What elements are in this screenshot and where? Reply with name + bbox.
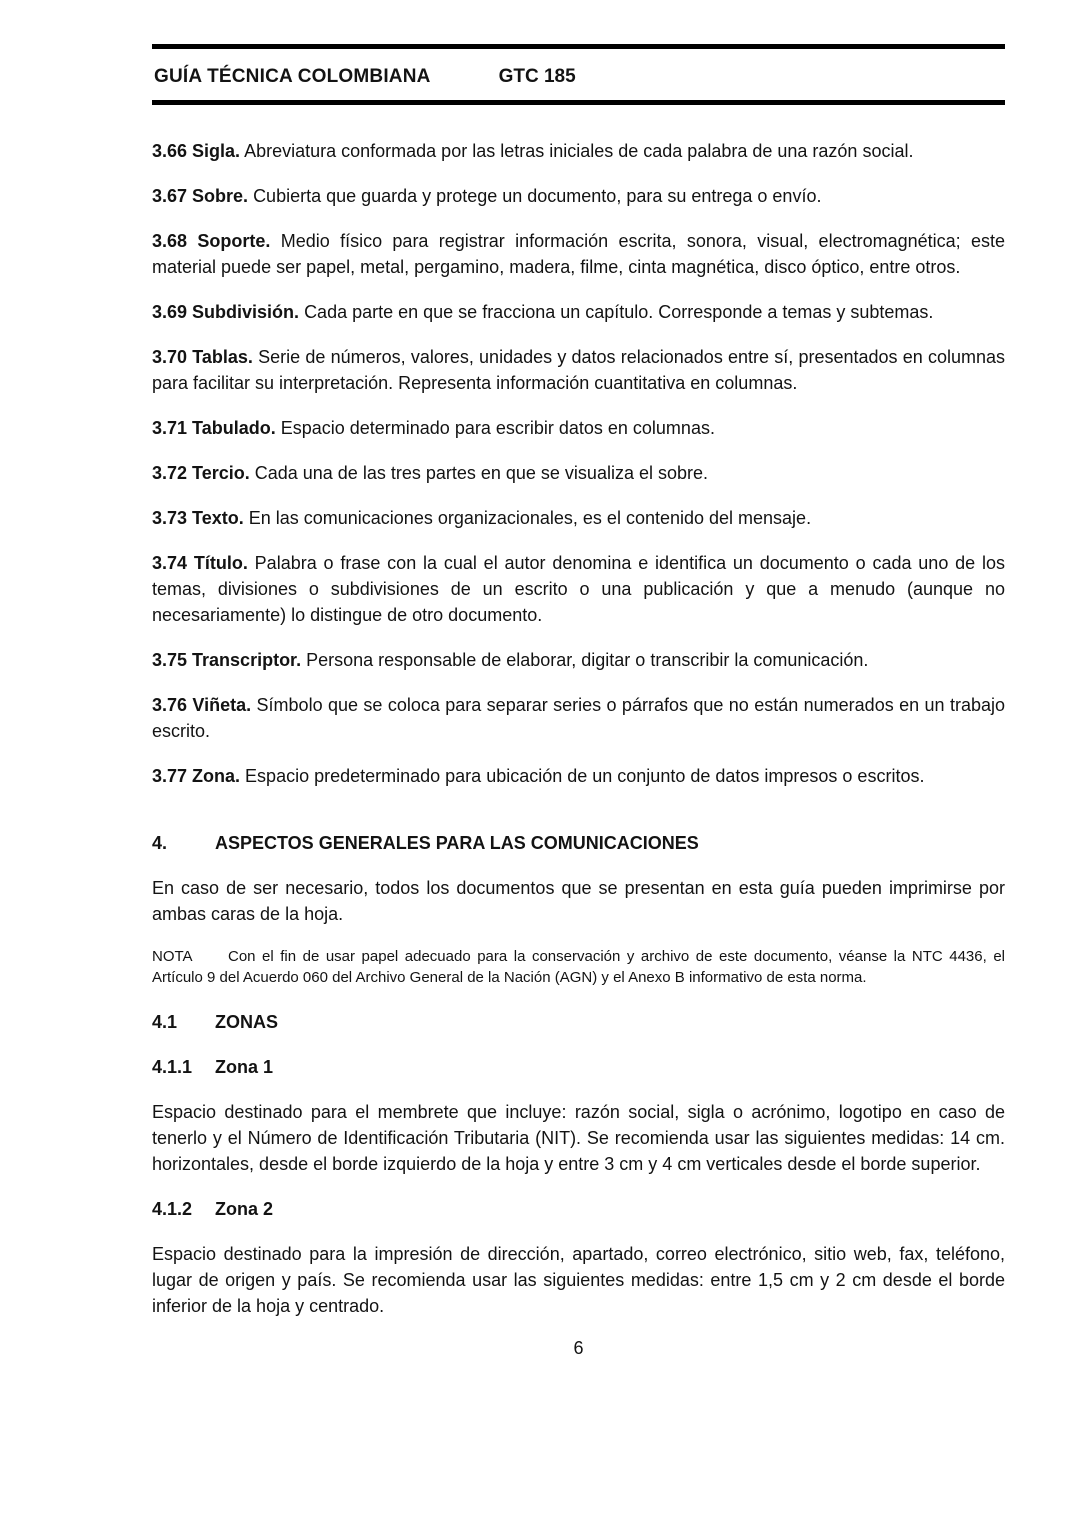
definition-term: 3.68 Soporte. xyxy=(152,231,271,251)
definition-body: Persona responsable de elaborar, digitar o transcribir la comunicación. xyxy=(306,650,869,670)
heading-4-1-2 xyxy=(152,1196,1005,1222)
definition-term: 3.77 Zona. xyxy=(152,766,241,786)
zona-1-paragraph: Espacio destinado para el membrete que incluye: razón social, sigla o acrónimo, logotipo en caso de tenerlo y el Número de Identificación Tributaria (NIT). Se recomienda usar las siguientes medidas: 14 cm. horizontales, desde el borde izquierdo de la hoja y entre 3 cm y 4 cm verticales desde el borde superior. xyxy=(152,1102,1005,1174)
definition-term: 3.75 Transcriptor. xyxy=(152,650,302,670)
definition-paragraph-3-72 xyxy=(152,460,1005,486)
page-header xyxy=(152,49,1005,100)
definition-term: 3.70 Tablas. xyxy=(152,347,253,367)
definition-body: Símbolo que se coloca para separar series o párrafos que no están numerados en un trabajo escrito. xyxy=(152,695,1005,741)
header-underline-rule xyxy=(152,100,1005,105)
definition-term: 3.69 Subdivisión. xyxy=(152,302,300,322)
nota-text: Con el fin de usar papel adecuado para la conservación y archivo de este documento, véanse la NTC 4436, el Artículo 9 del Acuerdo 060 del Archivo General de la Nación (AGN) y el Anexo B informativo de esta norma. xyxy=(152,948,1005,986)
definition-body: Serie de números, valores, unidades y datos relacionados entre sí, presentados en columnas para facilitar su interpretación. Representa información cuantitativa en columnas. xyxy=(152,347,1005,393)
section-4-heading xyxy=(152,830,1005,856)
definition-term: 3.66 Sigla. xyxy=(152,141,241,161)
definition-paragraph-3-71 xyxy=(152,415,1005,441)
definition-term: 3.71 Tabulado. xyxy=(152,418,276,438)
definition-paragraph-3-66 xyxy=(152,138,1005,164)
page-number: 6 xyxy=(573,1338,584,1358)
document-body xyxy=(152,138,1005,1359)
definition-paragraph-3-74 xyxy=(152,550,1005,628)
definition-term: 3.74 Título. xyxy=(152,553,248,573)
definition-paragraph-3-70 xyxy=(152,344,1005,396)
section-title: ZONAS xyxy=(215,1012,278,1032)
definition-paragraph-3-77 xyxy=(152,763,1005,789)
definition-body: Palabra o frase con la cual el autor denomina e identifica un documento o cada uno de los temas, divisiones o subdivisiones de un escrito o una publicación y que a menudo (aunque no necesariamente) lo distingue de otro documento. xyxy=(152,553,1005,625)
heading-4-1-1 xyxy=(152,1054,1005,1080)
definition-body: Cubierta que guarda y protege un documento, para su entrega o envío. xyxy=(253,186,822,206)
definition-paragraph-3-67 xyxy=(152,183,1005,209)
nota-paragraph xyxy=(152,946,1005,988)
section-title: ASPECTOS GENERALES PARA LAS COMUNICACIONES xyxy=(215,833,699,853)
definition-paragraph-3-75 xyxy=(152,647,1005,673)
definition-paragraph-3-68 xyxy=(152,228,1005,280)
section-4-intro: En caso de ser necesario, todos los documentos que se presentan en esta guía pueden imprimirse por ambas caras de la hoja. xyxy=(152,878,1005,924)
section-title: Zona 2 xyxy=(215,1199,274,1219)
section-number: 4.1.1 xyxy=(152,1057,193,1077)
definition-body: Espacio determinado para escribir datos en columnas. xyxy=(280,418,715,438)
nota-label: NOTA xyxy=(152,948,193,965)
definition-term: 3.73 Texto. xyxy=(152,508,244,528)
heading-4-1 xyxy=(152,1009,1005,1035)
definition-body: Cada parte en que se fracciona un capítulo. Corresponde a temas y subtemas. xyxy=(304,302,934,322)
definition-body: Abreviatura conformada por las letras iniciales de cada palabra de una razón social. xyxy=(244,141,914,161)
definition-term: 3.76 Viñeta. xyxy=(152,695,252,715)
section-title: Zona 1 xyxy=(215,1057,274,1077)
document-code: GTC 185 xyxy=(498,66,576,87)
definition-paragraph-3-76 xyxy=(152,692,1005,744)
definition-term: 3.72 Tercio. xyxy=(152,463,250,483)
definition-body: En las comunicaciones organizacionales, es el contenido del mensaje. xyxy=(248,508,812,528)
section-number: 4. xyxy=(152,833,168,853)
section-number: 4.1.2 xyxy=(152,1199,193,1219)
definition-term: 3.67 Sobre. xyxy=(152,186,249,206)
definition-paragraph-3-73 xyxy=(152,505,1005,531)
definition-body: Cada una de las tres partes en que se visualiza el sobre. xyxy=(254,463,709,483)
zona-2-paragraph: Espacio destinado para la impresión de dirección, apartado, correo electrónico, sitio web, fax, teléfono, lugar de origen y país. Se recomienda usar las siguientes medidas: entre 1,5 cm y 2 cm desde el borde inferior de la hoja y centrado. xyxy=(152,1244,1005,1316)
document-title: GUÍA TÉCNICA COLOMBIANA xyxy=(154,66,431,87)
definition-paragraph-3-69 xyxy=(152,299,1005,325)
section-number: 4.1 xyxy=(152,1012,178,1032)
definition-body: Espacio predeterminado para ubicación de un conjunto de datos impresos o escritos. xyxy=(245,766,925,786)
definition-body: Medio físico para registrar información escrita, sonora, visual, electromagnética; este material puede ser papel, metal, pergamino, madera, filme, cinta magnética, disco óptico, entre otros. xyxy=(152,231,1005,277)
